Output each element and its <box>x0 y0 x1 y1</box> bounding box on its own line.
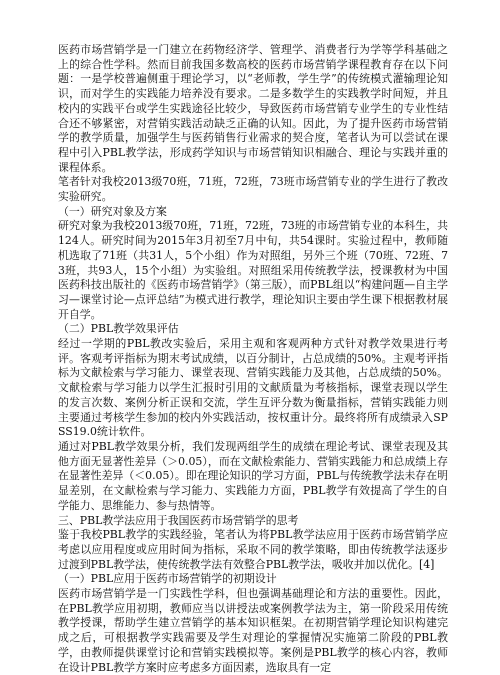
section-heading-reflection: 三、PBL教学法应用于我国医药市场营销学的思考 <box>58 513 299 527</box>
paragraph-reflection: 鉴于我校PBL教学的实践经验，笔者认为将PBL教学法应用于医药市场营销学应考虑以应用程度或应用时间为指标，采取不同的教学策略，即由传统教学法逐步过渡到PBL教学法，使传统教学法有效整合PBL教学法，吸收并加以优化。[4] <box>58 528 448 571</box>
paragraph-research-subjects: 研究对象为我校2013级70班，71班，72班，73班的市场营销专业的本科生，共124人。研究时间为2015年3月初至7月中旬，共54课时。实验过程中，教师随机选取了71班（共31人，5个小组）作为对照组，另外三个班（70班、72班、73班，共93人，15个小组）为实验组。对照组采用传统教学法，授课教材为中国医药科技出版社的《医药市场营销学》（第三版），而PBL组以“构建问题—自主学习—课堂讨论—点评总结”为模式进行教学，理论知识主要由学生课下根据教材展开自学。 <box>58 219 448 321</box>
paragraph-experiment-intro: 笔者针对我校2013级70班，71班，72班，73班市场营销专业的学生进行了教改实验研究。 <box>58 175 448 204</box>
section-heading-research-subjects: （一）研究对象及方案 <box>58 204 167 218</box>
paragraph-initial-design: 医药市场营销学是一门实践性学科，但也强调基础理论和方法的重要性。因此，在PBL教学应用初期，教师应当以讲授法或案例教学法为主，第一阶段采用传统教学授课，帮助学生建立营销学的基本知识框架。在初期营销学理论知识构建完成之后，可根据教学实践需要及学生对理论的掌握情况实施第二阶段的PBL教学，由教师提供课堂讨论和营销实践模拟等。案例是PBL教学的核心内容，教师在设计PBL教学方案时应考虑多方面因素，选取具有一定 <box>58 587 448 674</box>
paragraph-intro: 医药市场营销学是一门建立在药物经济学、管理学、消费者行为学等学科基础之上的综合性学科。然而目前我国多数高校的医药市场营销学课程教育存在以下问题：一是学校普遍侧重于理论学习，以“老师教，学生学”的传统模式灌输理论知识，而对学生的实践能力培养没有要求。二是多数学生的实践教学时间短，并且校内的实践平台或学生实践途径比较少，导致医药市场营销专业学生的专业性结合还不够紧密，对营销实践活动缺乏正确的认知。因此，为了提升医药市场营销学的教学质量，加强学生与医药销售行业需求的契合度，笔者认为可以尝试在课程中引入PBL教学法，形成药学知识与市场营销知识相融合、理论与实践并重的课程体系。 <box>58 43 448 174</box>
section-heading-evaluation: （二）PBL教学效果评估 <box>58 322 179 336</box>
paragraph-results: 通过对PBL教学效果分析，我们发现两组学生的成绩在理论考试、课堂表现及其他方面无显著性差异（＞0.05），而在文献检索能力、营销实践能力和总成绩上存在显著性差异（＜0.05）。即在理论知识的学习方面，PBL与传统教学法未存在明显差别，在文献检索与学习能力、实践能力方面，PBL教学有效提高了学生的自学能力、思维能力、参与热情等。 <box>58 439 448 512</box>
section-heading-initial-design: （一）PBL应用于医药市场营销学的初期设计 <box>58 572 277 586</box>
paragraph-evaluation: 经过一学期的PBL教改实验后，采用主观和客观两种方式针对教学效果进行考评。客观考评指标为期末考试成绩，以百分制计，占总成绩的50%。主观考评指标为文献检索与学习能力、课堂表现、营销实践能力及其他，占总成绩的50%。文献检索与学习能力以学生汇报时引用的文献质量为考核指标，课堂表现以学生的发言次数、案例分析正误和交流，学生互评分数为衡量指标，营销实践能力则主要通过考核学生参加的校内外实践活动，按权重计分。最终将所有成绩录入SPSS19.0统计软件。 <box>58 337 448 439</box>
